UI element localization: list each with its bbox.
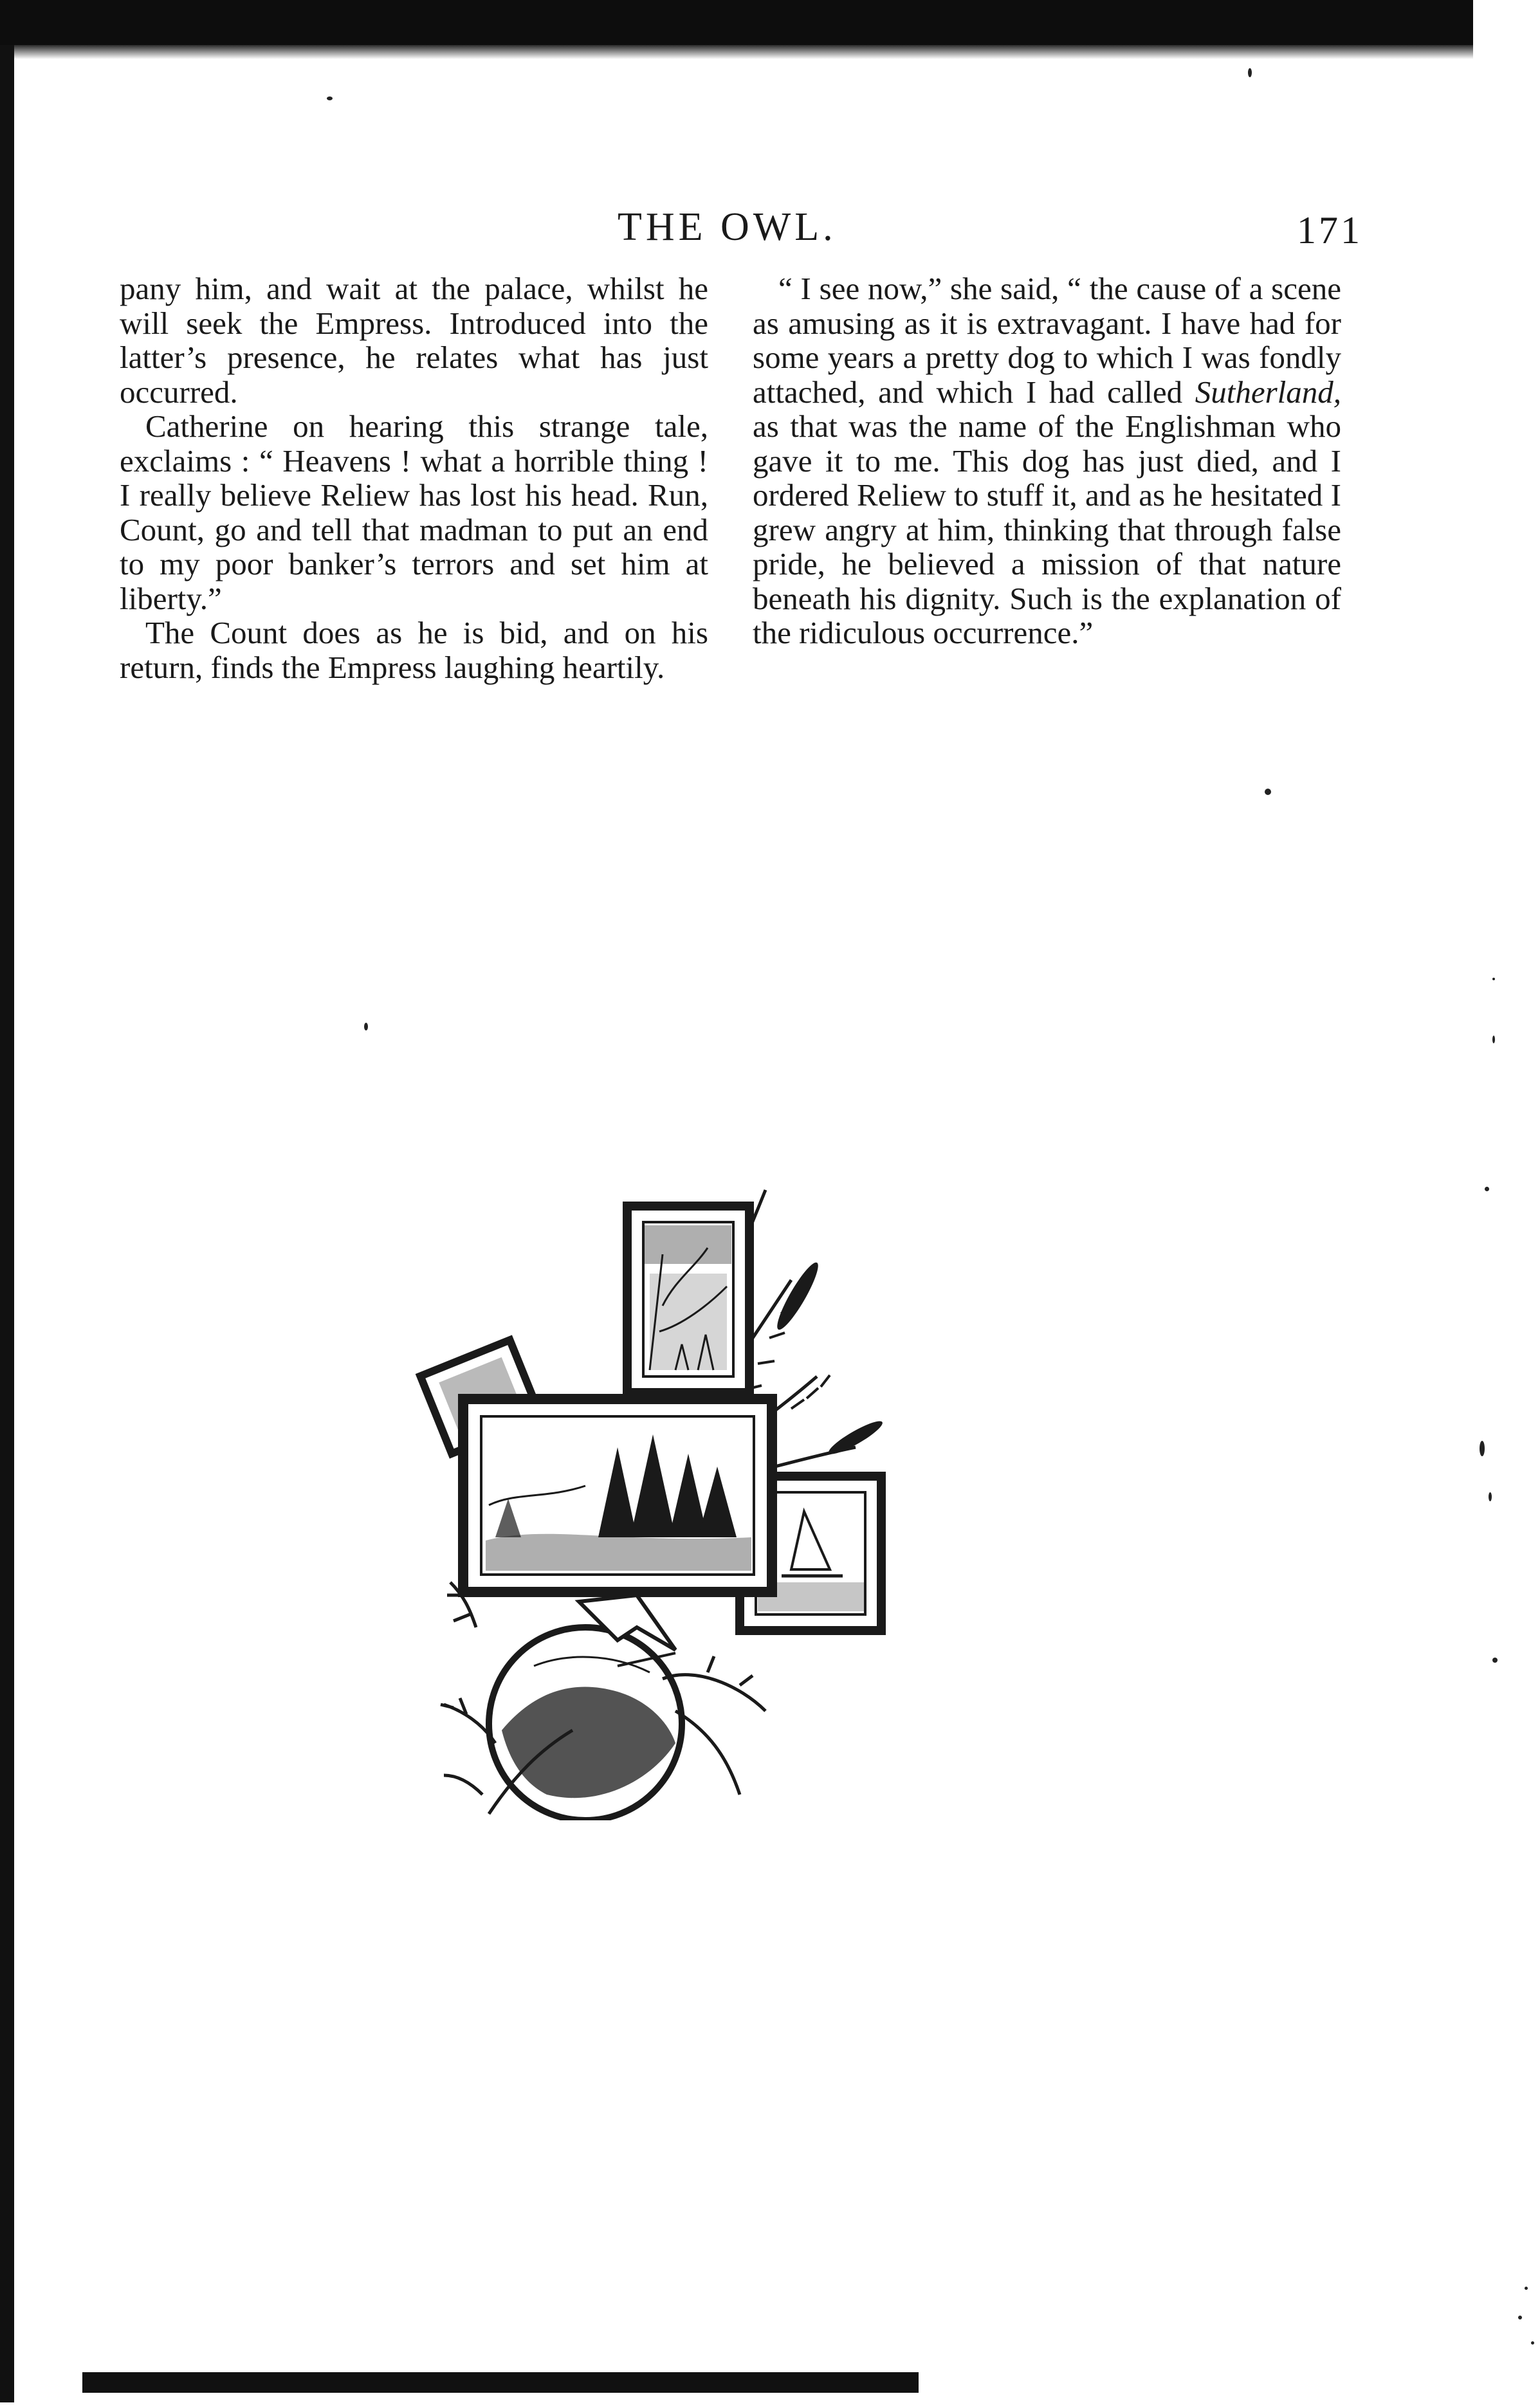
page-number: 171 <box>1297 209 1362 251</box>
left-column <box>120 271 708 684</box>
paragraph: Catherine on hearing this strange tale, exclaims : “ Heavens ! what a horrible thing ! I really believe Reliew has lost his head. Run, Count, go and tell that madman to put an end to my poor banker’s terrors and set him at liberty.” <box>120 408 708 616</box>
scan-speck <box>327 96 333 100</box>
left-scan-border <box>0 45 14 2402</box>
scan-speck <box>364 1023 368 1030</box>
paragraph: The Count does as he is bid, and on his return, finds the Empress laughing heartily. <box>120 615 708 685</box>
scan-speck <box>1492 978 1495 980</box>
scan-speck <box>1518 2316 1522 2319</box>
paragraph-text: as that was the name of the Englishman who gave it to me. This dog has just died, and I ordered Reliew to stuff it, and as he hesitated I grew angry at him, thinking that through false pride, he believed a mission of that nature beneath his dignity. Such is the explanation of the ridiculous occurrence.” <box>753 408 1341 650</box>
italic-name: Sutherland, <box>1195 374 1341 410</box>
paragraph <box>753 271 1341 650</box>
scan-speck <box>1525 2287 1528 2290</box>
scan-speck <box>1492 1658 1498 1663</box>
scan-speck <box>1248 68 1252 77</box>
framed-pictures-vignette <box>405 1177 1016 1820</box>
paragraph: pany him, and wait at the palace, whilst he will seek the Empress. Introduced into the latter’s presence, he relates what has just occurred. <box>120 271 708 410</box>
scan-speck <box>1485 1187 1489 1191</box>
top-scan-shadow <box>0 45 1473 59</box>
running-title: THE OWL. <box>618 205 837 249</box>
scan-speck <box>1480 1441 1485 1456</box>
scan-speck <box>1492 1036 1495 1043</box>
paragraph-text: “ I see now,” she said, “ the cause of a scene as amusing as it is extravagant. I have had for some years a pretty dog to which I was fondly attached, and which I had called <box>753 271 1341 410</box>
scan-speck <box>1489 1492 1492 1501</box>
top-scan-border <box>0 0 1473 45</box>
scan-speck <box>1265 789 1271 795</box>
scan-speck <box>1531 2341 1534 2345</box>
right-column <box>753 271 1341 650</box>
page-header <box>0 205 1540 262</box>
bottom-scan-border <box>82 2372 919 2393</box>
